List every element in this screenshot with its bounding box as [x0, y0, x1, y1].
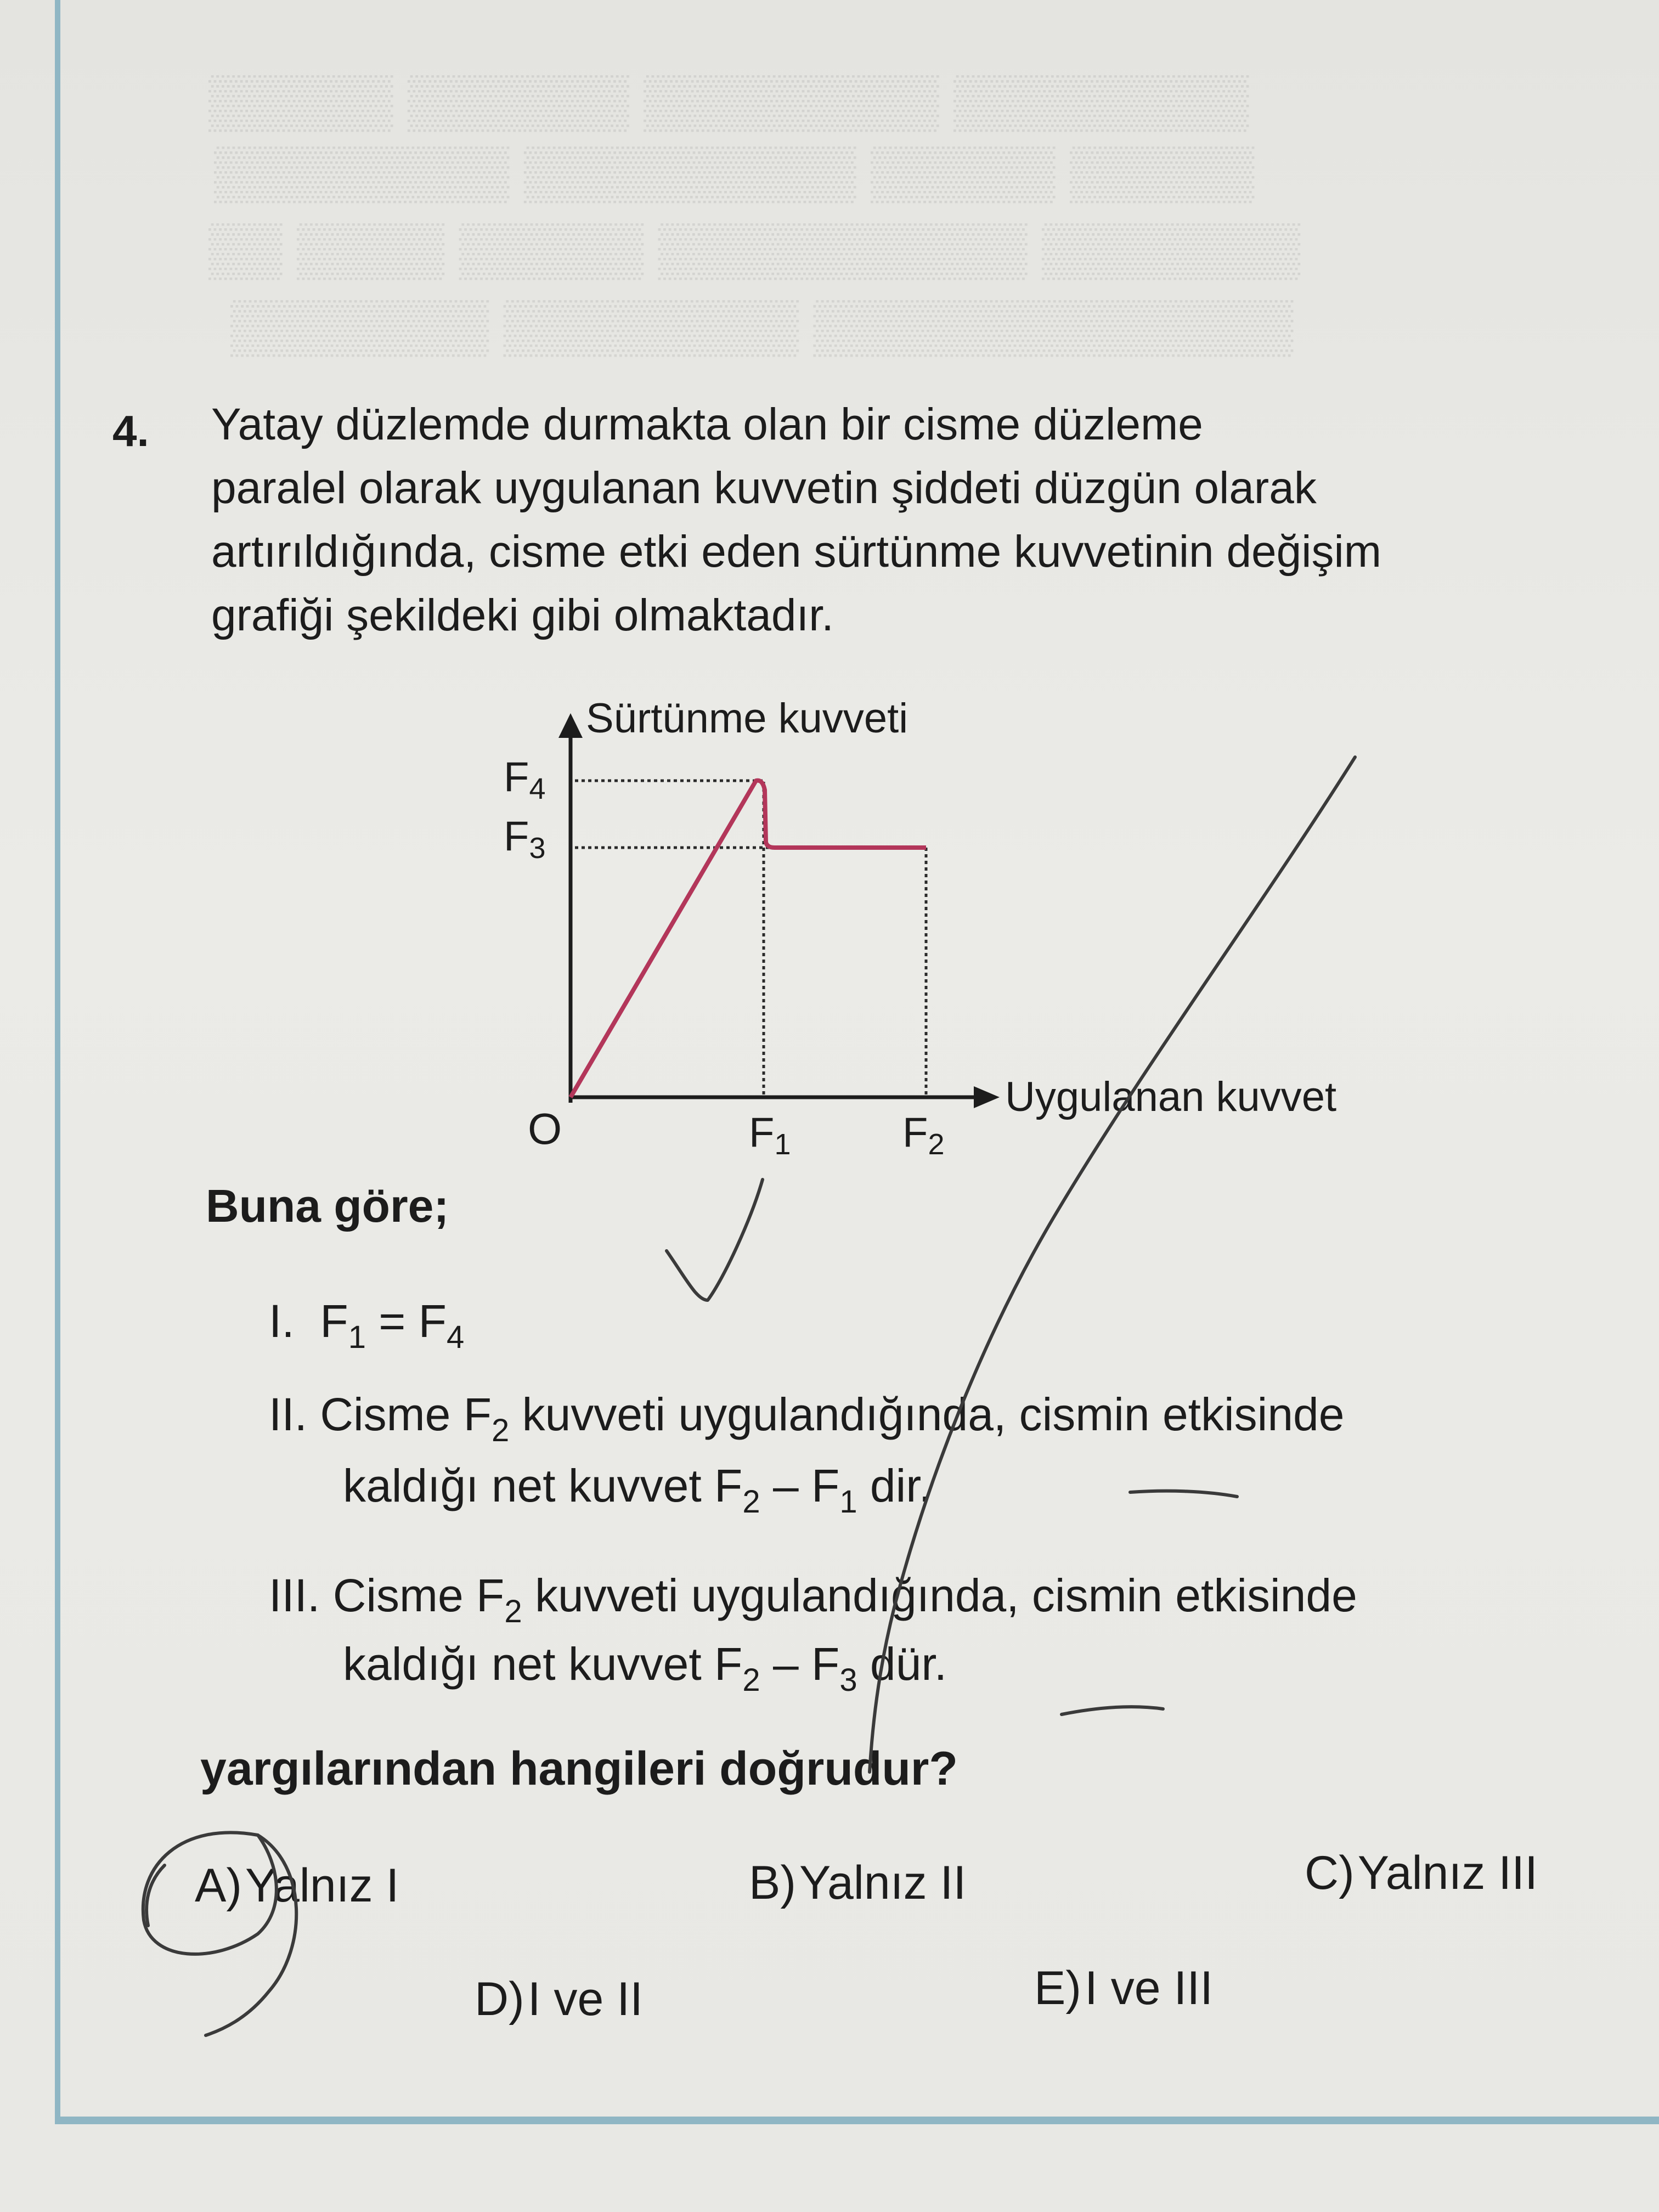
option-b[interactable]	[749, 1856, 966, 1910]
subscript: 3	[839, 1662, 857, 1698]
intro-text: Buna göre;	[206, 1180, 449, 1232]
statement-text: = F	[365, 1295, 447, 1347]
statement-2-line-2	[343, 1459, 932, 1520]
statement-number: II.	[269, 1389, 308, 1440]
y-tick-f4: F4	[504, 754, 546, 805]
statement-2-line-1	[269, 1388, 1344, 1449]
statement-text: kuvveti uygulandığında, cismin etkisinde	[509, 1389, 1345, 1440]
subscript: 4	[447, 1319, 465, 1355]
question-number: 4.	[112, 407, 149, 455]
subscript: 2	[742, 1662, 760, 1698]
option-letter: A)	[195, 1859, 242, 1912]
friction-curve	[571, 781, 926, 1097]
statement-text: dir.	[857, 1460, 932, 1511]
statement-text: kaldığı net kuvvet F	[343, 1638, 743, 1690]
option-text: I ve II	[527, 1973, 644, 2025]
question-line: grafiği şekildeki gibi olmaktadır.	[211, 590, 834, 640]
x-tick-f1: F1	[749, 1109, 791, 1161]
statement-text: – F	[760, 1460, 840, 1511]
option-d[interactable]	[475, 1972, 643, 2027]
question-line: paralel olarak uygulanan kuvvetin şiddeti düzgün olarak	[211, 463, 1317, 513]
option-letter: B)	[749, 1857, 796, 1909]
subscript: 2	[504, 1594, 522, 1629]
statement-text: kaldığı net kuvvet F	[343, 1460, 743, 1511]
option-text: I ve III	[1085, 1962, 1214, 2015]
y-axis-label: Sürtünme kuvveti	[586, 695, 909, 742]
option-letter: D)	[475, 1973, 524, 2025]
bleed-through-text: ▒▒▒▒▒ ▒▒▒▒▒▒ ▒▒▒▒▒▒▒▒ ▒▒▒▒▒▒▒▒	[208, 72, 1249, 130]
question-line: artırıldığında, cisme etki eden sürtünme kuvvetinin değişim	[211, 527, 1382, 577]
option-text: Yalnız I	[245, 1859, 399, 1912]
bleed-through-text: ▒▒▒▒▒▒▒▒ ▒▒▒▒▒▒▒▒▒ ▒▒▒▒▒ ▒▒▒▒▒	[214, 143, 1255, 201]
question-prompt: yargılarından hangileri doğrudur?	[200, 1742, 958, 1795]
option-text: Yalnız II	[799, 1857, 967, 1909]
statement-text: Cisme F	[320, 1389, 492, 1440]
statement-number: III.	[269, 1570, 320, 1621]
y-axis-arrow	[558, 713, 583, 738]
subscript: 1	[839, 1484, 857, 1520]
subscript: 2	[742, 1484, 760, 1520]
statement-1	[269, 1295, 464, 1356]
x-axis-label: Uygulanan kuvvet	[1005, 1074, 1337, 1120]
option-text: Yalnız III	[1357, 1847, 1538, 1899]
statement-number: I.	[269, 1295, 295, 1347]
x-tick-f2: F2	[902, 1109, 945, 1161]
origin-label: O	[528, 1104, 562, 1153]
statement-text: F	[320, 1295, 348, 1347]
y-tick-f3: F3	[504, 813, 546, 865]
bleed-through-text: ▒▒▒▒▒▒▒ ▒▒▒▒▒▒▒▒ ▒▒▒▒▒▒▒▒▒▒▒▒▒	[230, 297, 1294, 355]
option-a[interactable]	[195, 1859, 399, 1913]
statement-3-line-1	[269, 1569, 1357, 1630]
statement-text: Cisme F	[332, 1570, 505, 1621]
option-letter: C)	[1305, 1847, 1355, 1899]
statement-text: – F	[760, 1638, 840, 1690]
option-e[interactable]	[1034, 1961, 1213, 2016]
x-axis-arrow	[974, 1086, 1000, 1108]
subscript: 2	[492, 1413, 510, 1448]
statement-text: dür.	[857, 1638, 947, 1690]
question-line: Yatay düzlemde durmakta olan bir cisme düzleme	[211, 399, 1203, 449]
option-c[interactable]	[1305, 1846, 1538, 1900]
statement-3-line-2	[343, 1638, 947, 1699]
statement-text: kuvveti uygulandığında, cismin etkisinde	[522, 1570, 1357, 1621]
bleed-through-text: ▒▒ ▒▒▒▒ ▒▒▒▒▒ ▒▒▒▒▒▒▒▒▒▒ ▒▒▒▒▒▒▒	[208, 220, 1301, 278]
option-letter: E)	[1034, 1962, 1081, 2015]
subscript: 1	[348, 1319, 366, 1355]
